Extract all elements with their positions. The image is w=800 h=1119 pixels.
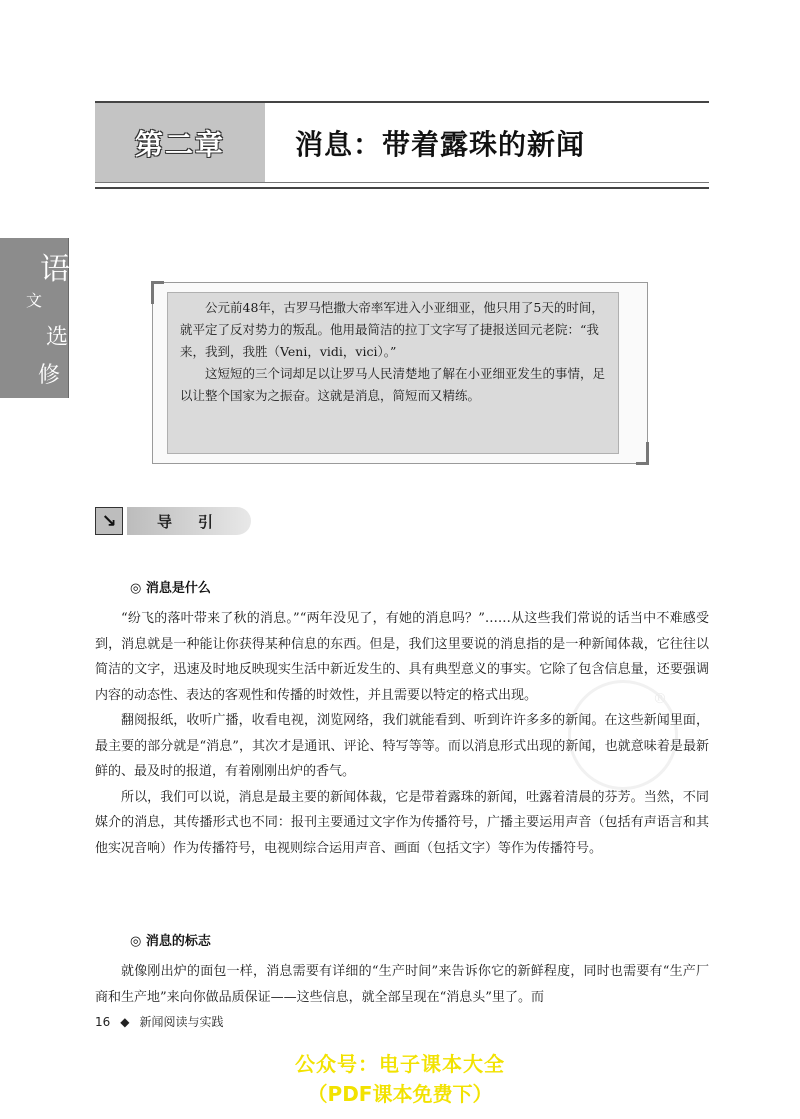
page-footer: [95, 1013, 224, 1030]
intro-box: [152, 282, 648, 464]
diamond-icon: ◆: [120, 1014, 130, 1029]
arrow-icon: ↘: [95, 507, 123, 535]
chapter-title: 消息：带着露珠的新闻: [295, 128, 586, 161]
section-bar: [95, 507, 255, 535]
side-tab: [0, 238, 69, 398]
side-tab-char: 文: [26, 291, 43, 310]
section-label-box: [127, 507, 251, 535]
chapter-label: 第二章: [134, 128, 225, 161]
section-heading: ◎ 消息是什么: [130, 581, 211, 596]
body-paragraph: 翻阅报纸，收听广播，收看电视，浏览网络，我们就能看到、听到许许多多的新闻。在这些新闻里面，最主要的部分就是“消息”，其次才是通讯、评论、特写等等。而以消息形式出现的新闻，也就意味着是最新鲜的、最及时的报道，有着刚刚出炉的香气。: [95, 713, 709, 779]
section-body: [95, 606, 709, 861]
intro-paragraph: 这短短的三个词却足以让罗马人民清楚地了解在小亚细亚发生的事情，足以让整个国家为之振奋。这就是消息，简短而又精练。: [180, 366, 606, 403]
chapter-header: [95, 101, 709, 189]
body-paragraph: “纷飞的落叶带来了秋的消息。”“两年没见了，有她的消息吗？”……从这些我们常说的话当中不难感受到，消息就是一种能让你获得某种信息的东西。但是，我们这里要说的消息指的是一种新闻体裁，它往往以简洁的文字，迅速及时地反映现实生活中新近发生的、具有典型意义的事实。它除了包含信息量，还要强调内容的动态性、表达的客观性和传播的时效性，并且需要以特定的格式出现。: [95, 611, 709, 703]
section-heading: ◎ 消息的标志: [130, 934, 211, 949]
section-label: 导引: [157, 512, 240, 531]
body-paragraph: 就像刚出炉的面包一样，消息需要有详细的“生产时间”来告诉你它的新鲜程度，同时也需要有“生产厂商和生产地”来向你做品质保证——这些信息，就全部呈现在“消息头”里了。而: [95, 964, 709, 1005]
side-tab-char: 选: [46, 325, 69, 350]
page-number: 16: [95, 1014, 111, 1029]
intro-paragraph: 公元前48年，古罗马恺撒大帝率军进入小亚细亚，他只用了5天的时间，就平定了反对势力的叛乱。他用最简洁的拉丁文字写了捷报送回元老院：“我来，我到，我胜（Veni，vidi，vici）。”: [180, 300, 604, 359]
side-tab-char: 语: [40, 252, 70, 287]
side-tab-char: 修: [38, 363, 61, 388]
registered-mark: ®: [653, 691, 667, 707]
section-body: [95, 959, 709, 1010]
body-paragraph: 所以，我们可以说，消息是最主要的新闻体裁，它是带着露珠的新闻，吐露着清晨的芬芳。当然，不同媒介的消息，其传播形式也不同：报刊主要通过文字作为传播符号，广播主要运用声音（包括有声语言和其他实况音响）作为传播符号，电视则综合运用声音、画面（包括文字）等作为传播符号。: [95, 789, 709, 856]
chapter-label-box: [95, 103, 265, 183]
promo-line: 公众号：电子课本大全: [295, 1052, 505, 1076]
promo-line: （PDF课本免费下）: [307, 1082, 493, 1106]
book-title: 新闻阅读与实践: [139, 1015, 224, 1029]
intro-text-panel: [167, 292, 619, 454]
